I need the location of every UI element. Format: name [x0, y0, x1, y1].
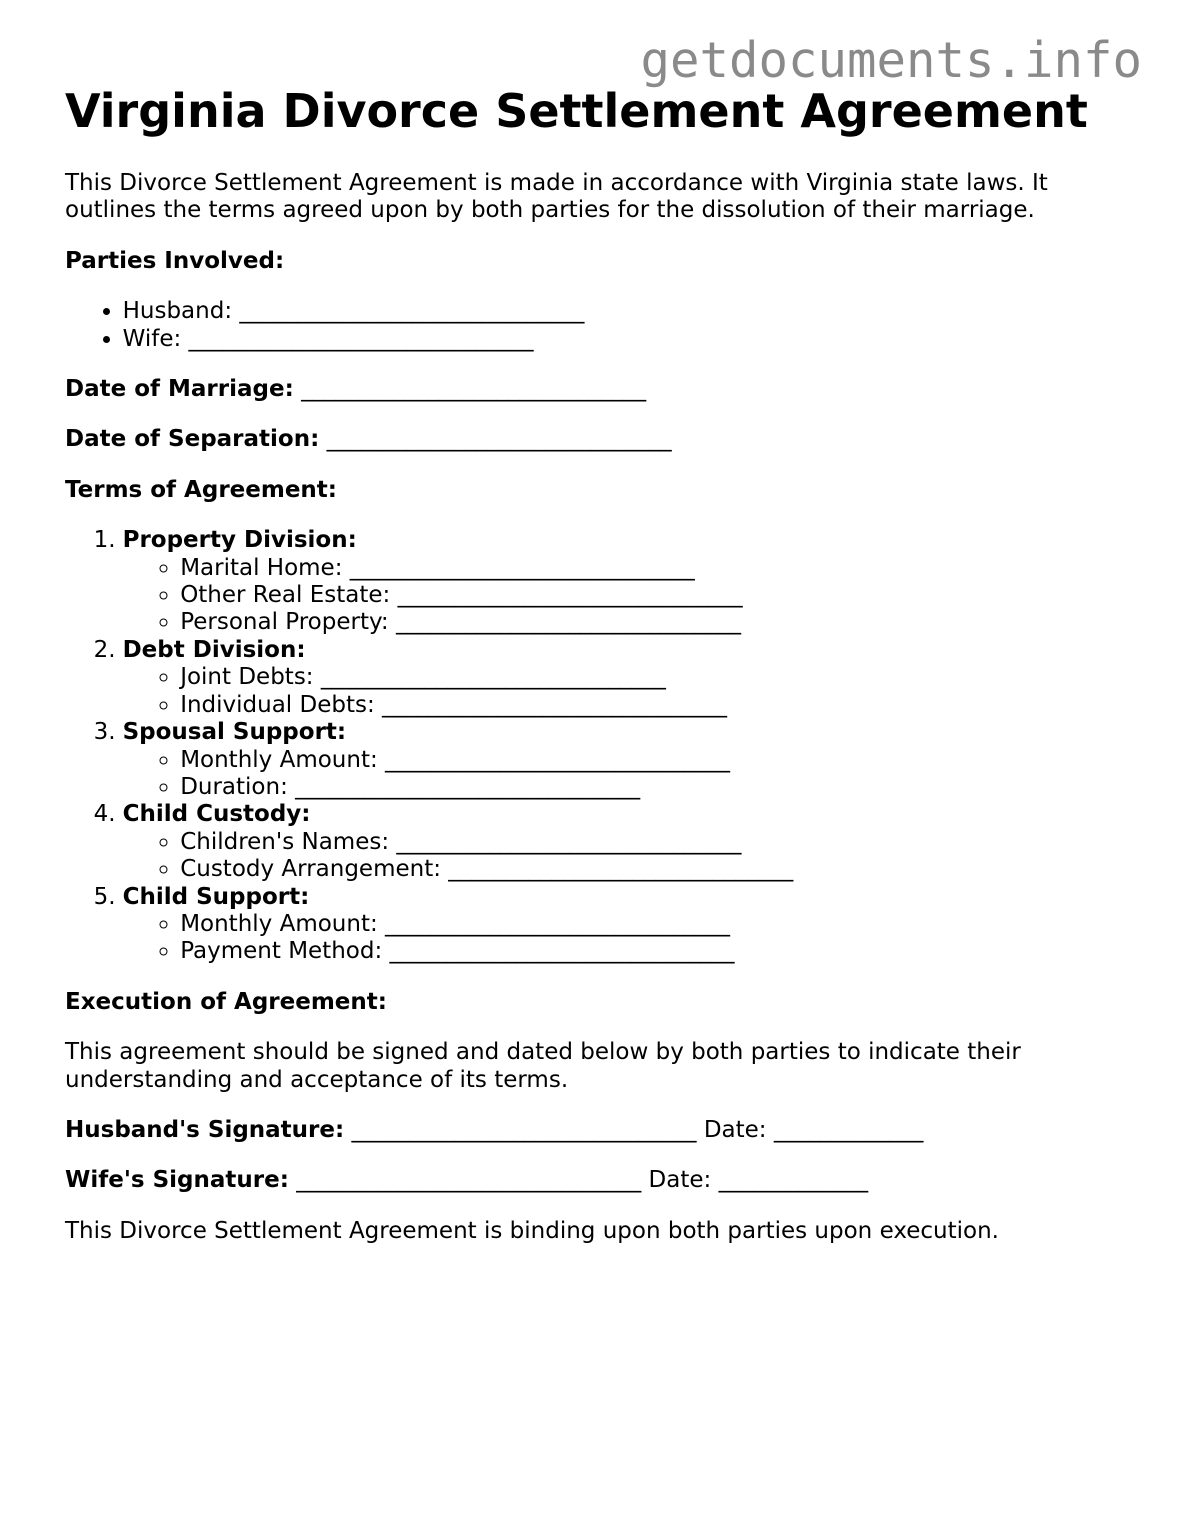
- term-title: Debt Division:: [122, 636, 306, 663]
- term-title: Property Division:: [122, 527, 357, 554]
- term-child-custody: [93, 801, 1105, 883]
- spousal-support-items: [123, 747, 1105, 802]
- date-of-marriage: [65, 376, 1105, 403]
- term-number: 2.: [93, 636, 116, 663]
- field-label: Duration:: [180, 773, 288, 800]
- child-custody-items: [123, 829, 1105, 884]
- husband-signature-line: [65, 1117, 1105, 1144]
- child-support-items: [123, 911, 1105, 966]
- terms-list: [65, 527, 1105, 966]
- husband-signature-blank: ______________________________: [351, 1116, 697, 1143]
- document-title: Virginia Divorce Settlement Agreement: [65, 84, 1088, 138]
- date-of-marriage-label: Date of Marriage:: [65, 376, 294, 403]
- spousal-duration-blank: ______________________________: [295, 773, 641, 800]
- field-label: Monthly Amount:: [180, 746, 378, 773]
- husband-label: Husband:: [122, 298, 233, 325]
- wife-signature-line: [65, 1167, 1105, 1194]
- field-label: Marital Home:: [180, 554, 343, 581]
- date-of-separation-blank: ______________________________: [326, 426, 672, 453]
- spousal-monthly-amount-blank: ______________________________: [385, 746, 731, 773]
- parties-heading: Parties Involved:: [65, 247, 285, 274]
- husband-signature-label: Husband's Signature:: [65, 1116, 345, 1143]
- term-debt-division: [93, 636, 1105, 719]
- husband-date-label: Date:: [703, 1116, 767, 1143]
- party-husband: [123, 298, 1105, 325]
- wife-label: Wife:: [122, 325, 182, 352]
- other-real-estate-field: [180, 582, 1105, 609]
- term-title: Child Support:: [122, 883, 310, 910]
- party-wife: [123, 326, 1105, 353]
- field-label: Personal Property:: [180, 609, 389, 636]
- field-label: Individual Debts:: [180, 691, 375, 718]
- marital-home-blank: ______________________________: [349, 554, 695, 581]
- closing-paragraph: This Divorce Settlement Agreement is binding upon both parties upon execution.: [65, 1217, 999, 1244]
- term-number: 4.: [93, 801, 116, 828]
- parties-list: [65, 298, 1105, 353]
- child-monthly-amount-field: [180, 911, 1105, 938]
- wife-date-label: Date:: [648, 1167, 712, 1194]
- field-label: Custody Arrangement:: [180, 856, 441, 883]
- individual-debts-field: [180, 692, 1105, 719]
- custody-arrangement-blank: ______________________________: [448, 856, 794, 883]
- child-monthly-amount-blank: ______________________________: [385, 910, 731, 937]
- terms-heading: Terms of Agreement:: [65, 476, 337, 503]
- other-real-estate-blank: ______________________________: [397, 582, 743, 609]
- execution-heading: Execution of Agreement:: [65, 988, 387, 1015]
- childrens-names-blank: ______________________________: [396, 828, 742, 855]
- debt-division-items: [123, 664, 1105, 719]
- payment-method-field: [180, 938, 1105, 965]
- marital-home-field: [180, 555, 1105, 582]
- term-number: 5.: [93, 883, 116, 910]
- document-content: [65, 0, 1105, 1268]
- date-of-separation-label: Date of Separation:: [65, 426, 320, 453]
- watermark-text: getdocuments.info: [640, 32, 1142, 89]
- execution-paragraph: This agreement should be signed and dated below by both parties to indicate their understanding and acceptance of its terms.: [65, 1039, 1021, 1093]
- custody-arrangement-field: [180, 856, 1105, 883]
- personal-property-blank: ______________________________: [395, 609, 741, 636]
- wife-blank: ______________________________: [188, 325, 534, 352]
- husband-blank: ______________________________: [239, 298, 585, 325]
- term-number: 1.: [93, 527, 116, 554]
- field-label: Joint Debts:: [180, 664, 314, 691]
- field-label: Other Real Estate:: [180, 582, 391, 609]
- spousal-duration-field: [180, 774, 1105, 801]
- field-label: Payment Method:: [180, 938, 383, 965]
- term-title: Spousal Support:: [122, 719, 347, 746]
- wife-signature-label: Wife's Signature:: [65, 1167, 289, 1194]
- wife-signature-blank: ______________________________: [296, 1167, 642, 1194]
- property-division-items: [123, 555, 1105, 637]
- spousal-monthly-amount-field: [180, 747, 1105, 774]
- payment-method-blank: ______________________________: [389, 938, 735, 965]
- intro-paragraph: This Divorce Settlement Agreement is made in accordance with Virginia state laws. It outlines the terms agreed upon by both parties for the dissolution of their marriage.: [65, 170, 1048, 224]
- date-of-marriage-blank: ______________________________: [301, 376, 647, 403]
- joint-debts-field: [180, 664, 1105, 691]
- field-label: Children's Names:: [180, 828, 390, 855]
- wife-date-blank: _____________: [718, 1167, 869, 1194]
- joint-debts-blank: ______________________________: [320, 664, 666, 691]
- term-spousal-support: [93, 719, 1105, 801]
- term-title: Child Custody:: [122, 801, 311, 828]
- term-number: 3.: [93, 719, 116, 746]
- date-of-separation: [65, 426, 1105, 453]
- term-child-support: [93, 883, 1105, 966]
- individual-debts-blank: ______________________________: [382, 691, 728, 718]
- term-property-division: [93, 527, 1105, 637]
- field-label: Monthly Amount:: [180, 910, 378, 937]
- husband-date-blank: _____________: [773, 1116, 924, 1143]
- childrens-names-field: [180, 829, 1105, 856]
- personal-property-field: [180, 609, 1105, 636]
